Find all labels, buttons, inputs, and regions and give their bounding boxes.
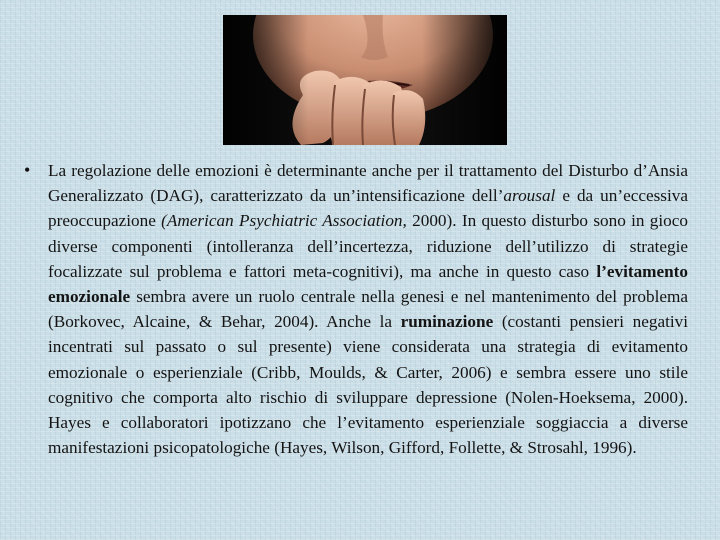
bold-term-ruminazione: ruminazione xyxy=(400,312,494,332)
bullet-item xyxy=(20,158,688,460)
anxious-person-photo xyxy=(223,15,507,145)
body-paragraph xyxy=(48,158,688,460)
text-segment: sembra avere un ruolo centrale nella genesi e nel mantenimento del problema (Borkovec, Alcaine, & Behar, 2004). Anche la xyxy=(48,287,688,332)
text-segment: e da un’eccessiva preoccupazione xyxy=(48,186,688,231)
italic-citation: (American Psychiatric Association, xyxy=(161,211,407,231)
italic-term-arousal: arousal xyxy=(503,186,556,206)
bold-term-evitamento: l’evitamento emozionale xyxy=(48,261,688,307)
text-segment: 2000). In questo disturbo sono in gioco diverse componenti (intolleranza dell’incertezza, riduzione dell’utilizzo di strategie focalizzate sul problema e fattori meta-cognitivi), ma anche in questo caso xyxy=(48,211,688,281)
main-content xyxy=(20,158,688,538)
text-segment: (costanti pensieri negativi incentrati sul passato o sul presente) viene considerata una strategia di evitamento emozionale o esperienziale (Cribb, Moulds, & Carter, 2006) e sembra essere uno stile cognitivo che comporta alto rischio di sviluppare depressione (Nolen-Hoeksema, 2000). Hayes e collaboratori ipotizzano che l’evitamento esperienziale soggiaccia a diverse manifestazioni psicopatologiche (Hayes, Wilson, Gifford, Follette, & Strosahl, 1996). xyxy=(48,312,688,458)
bullet-icon: • xyxy=(24,160,31,180)
anxious-face-biting-fingers-image xyxy=(223,15,507,145)
text-segment: La regolazione delle emozioni è determinante anche per il trattamento del Disturbo d’Ansia Generalizzato (DAG), caratterizzato da un’intensificazione dell’ xyxy=(48,161,688,206)
